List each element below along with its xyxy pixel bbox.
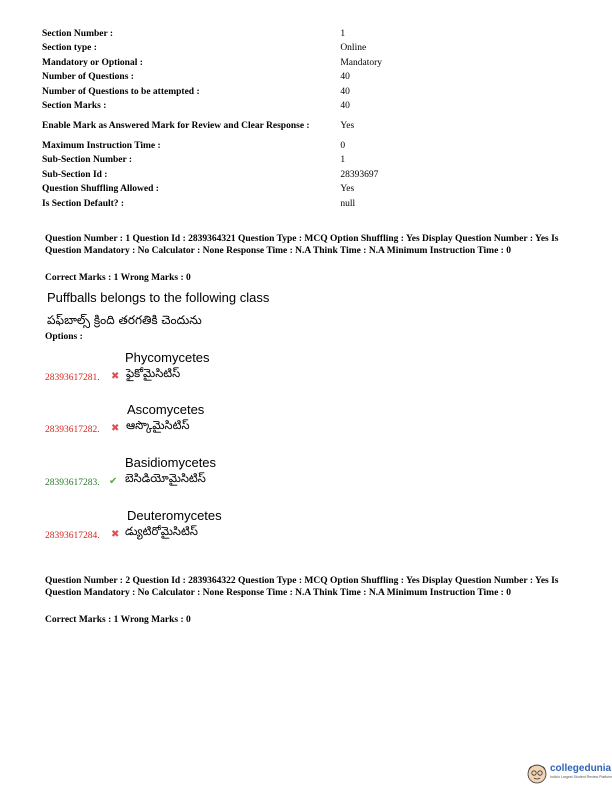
- question-1-text-english: Puffballs belongs to the following class: [47, 290, 270, 305]
- collegedunia-logo: [525, 760, 612, 788]
- logo-tagline: India's Largest Student Review Platform: [550, 775, 612, 779]
- info-value: Mandatory: [340, 57, 382, 68]
- option-3-telugu: బెసిడియోమైసిటిస్: [125, 471, 206, 485]
- option-4-id: 28393617284.: [45, 531, 100, 541]
- info-row: [42, 154, 382, 169]
- info-label: Enable Mark as Answered Mark for Review and Clear Response :: [42, 121, 310, 131]
- option-2-id: 28393617282.: [45, 425, 100, 435]
- info-label: Question Shuffling Allowed :: [42, 184, 159, 195]
- info-value: Yes: [340, 121, 355, 131]
- info-label: Section Marks :: [42, 101, 107, 112]
- info-value: 28393697: [340, 169, 379, 180]
- info-value: 40: [340, 72, 350, 83]
- mascot-icon: [525, 760, 549, 786]
- info-value: 40: [340, 101, 350, 112]
- info-row: [42, 56, 382, 71]
- info-row: [42, 71, 382, 86]
- option-1-english: Phycomycetes: [125, 350, 210, 365]
- info-label: Number of Questions to be attempted :: [42, 86, 200, 97]
- info-label: Sub-Section Number :: [42, 155, 133, 166]
- check-icon: ✔: [109, 476, 118, 487]
- option-3-english: Basidiomycetes: [125, 455, 217, 470]
- info-value: 40: [340, 86, 350, 97]
- option-1-telugu: ఫైకోమైసిటిస్: [126, 366, 181, 380]
- info-row: [42, 85, 382, 100]
- info-label: Is Section Default? :: [42, 198, 125, 209]
- cross-icon: ✖: [111, 423, 120, 434]
- info-row: [42, 183, 382, 198]
- info-row: [42, 114, 382, 139]
- info-label: Section type :: [42, 43, 97, 54]
- option-4-telugu: డ్యుటిరోమైసిటిస్: [125, 524, 198, 538]
- info-label: Maximum Instruction Time :: [42, 140, 161, 151]
- info-label: Section Number :: [42, 28, 114, 39]
- info-value: 1: [340, 155, 346, 166]
- section-info-table: [42, 27, 382, 212]
- options-label: Options :: [45, 332, 83, 342]
- info-label: Mandatory or Optional :: [42, 57, 143, 68]
- question-2-marks: Correct Marks : 1 Wrong Marks : 0: [45, 615, 191, 625]
- question-1-marks: Correct Marks : 1 Wrong Marks : 0: [45, 273, 191, 283]
- logo-name: collegedunia: [550, 763, 612, 774]
- info-label: Sub-Section Id :: [42, 169, 108, 180]
- option-3-id: 28393617283.: [45, 478, 100, 488]
- option-2-english: Ascomycetes: [127, 402, 205, 417]
- info-value: null: [340, 198, 356, 209]
- info-row: [42, 197, 382, 212]
- info-row: [42, 42, 382, 57]
- info-row: [42, 27, 382, 42]
- info-value: Online: [340, 43, 367, 54]
- cross-icon: ✖: [111, 529, 120, 540]
- option-2-telugu: ఆస్కొమైసిటిస్: [126, 418, 190, 432]
- option-4-english: Deuteromycetes: [127, 508, 222, 523]
- info-row: [42, 139, 382, 154]
- question-1-text-telugu: పఫ్‌బాల్స్ క్రింది తరగతికి చెందును: [47, 313, 202, 327]
- info-value: Yes: [340, 184, 355, 195]
- info-value: 0: [340, 140, 346, 151]
- info-label: Number of Questions :: [42, 72, 134, 83]
- option-1-id: 28393617281.: [45, 373, 100, 383]
- info-value: 1: [340, 28, 346, 39]
- question-1-header: Question Number : 1 Question Id : 2839364321 Question Type : MCQ Option Shuffling : Yes Display Question Number : Yes Is Question Mandatory : No Calculator : None Response Time : N.A Think Time : N.A Minimum Instruction Time : 0: [45, 234, 559, 256]
- info-row: [42, 100, 382, 115]
- info-row: [42, 168, 382, 183]
- cross-icon: ✖: [111, 371, 120, 382]
- question-2-header: Question Number : 2 Question Id : 2839364322 Question Type : MCQ Option Shuffling : Yes Display Question Number : Yes Is Question Mandatory : No Calculator : None Response Time : N.A Think Time : N.A Minimum Instruction Time : 0: [45, 576, 559, 598]
